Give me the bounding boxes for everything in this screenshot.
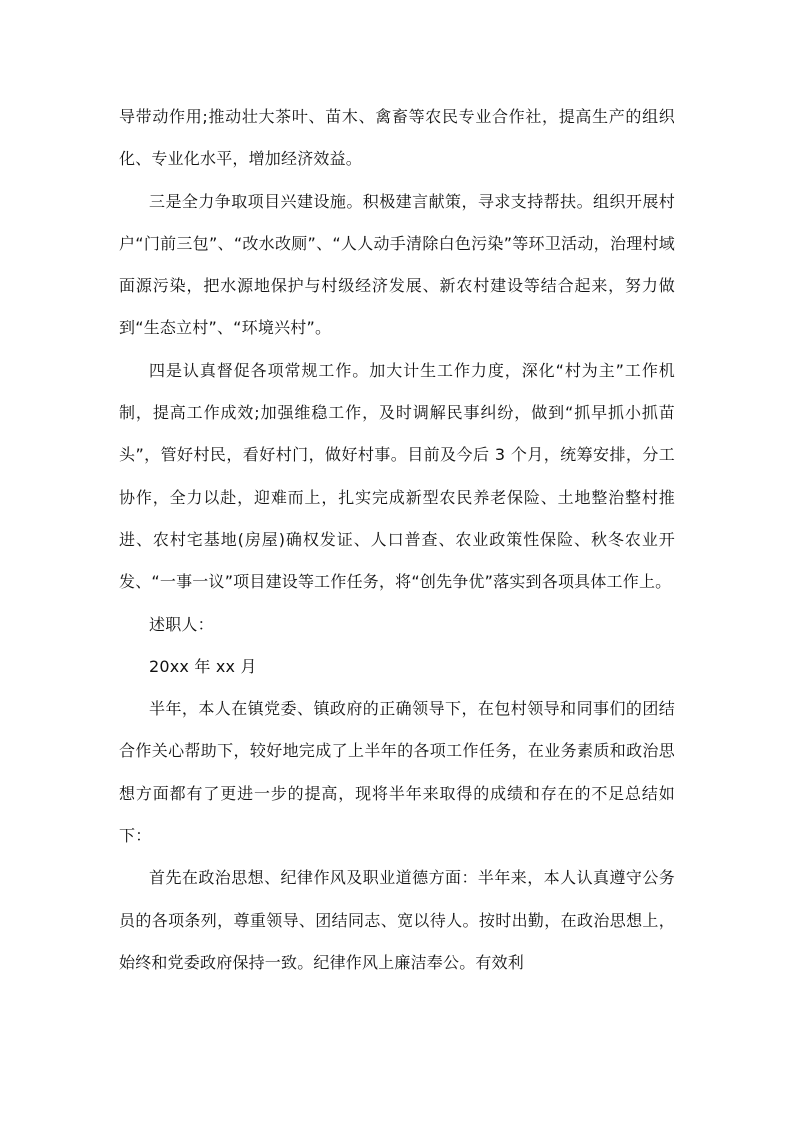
paragraph-2: 三是全力争取项目兴建设施。积极建言献策，寻求支持帮扶。组织开展村户“门前三包”、“改水改厕”、“人人动手清除白色污染”等环卫活动，治理村域面源污染，把水源地保护与村级经济发展、新农村建设等结合起来，努力做到“生态立村”、“环境兴村”。 (119, 191, 675, 338)
paragraph-7: 首先在政治思想、纪律作风及职业道德方面：半年来，本人认真遵守公务员的各项条列，尊重领导、团结同志、宽以待人。按时出勤，在政治思想上，始终和党委政府保持一致。纪律作风上廉洁奉公。有效利 (119, 868, 675, 972)
paragraph-6: 半年，本人在镇党委、镇政府的正确领导下，在包村领导和同事们的团结合作关心帮助下，较好地完成了上半年的各项工作任务，在业务素质和政治思想方面都有了更进一步的提高，现将半年来取得的成绩和存在的不足总结如下： (119, 699, 675, 846)
paragraph-1: 导带动作用;推动壮大茶叶、苗木、禽畜等农民专业合作社，提高生产的组织化、专业化水平，增加经济效益。 (119, 107, 675, 169)
signature-label: 述职人： (149, 614, 214, 634)
document-body (119, 96, 675, 984)
signature-date: 20xx 年 xx 月 (149, 656, 257, 676)
paragraph-3: 四是认真督促各项常规工作。加大计生工作力度，深化“村为主”工作机制，提高工作成效;加强维稳工作，及时调解民事纠纷，做到“抓早抓小抓苗头”，管好村民，看好村门，做好村事。目前及今后 3 个月，统筹安排，分工协作，全力以赴，迎难而上，扎实完成新型农民养老保险、土地整治整村推进、农村宅基地(房屋)确权发证、人口普查、农业政策性保险、秋冬农业开发、“一事一议”项目建设等工作任务，将“创先争优”落实到各项具体工作上。 (119, 360, 675, 592)
